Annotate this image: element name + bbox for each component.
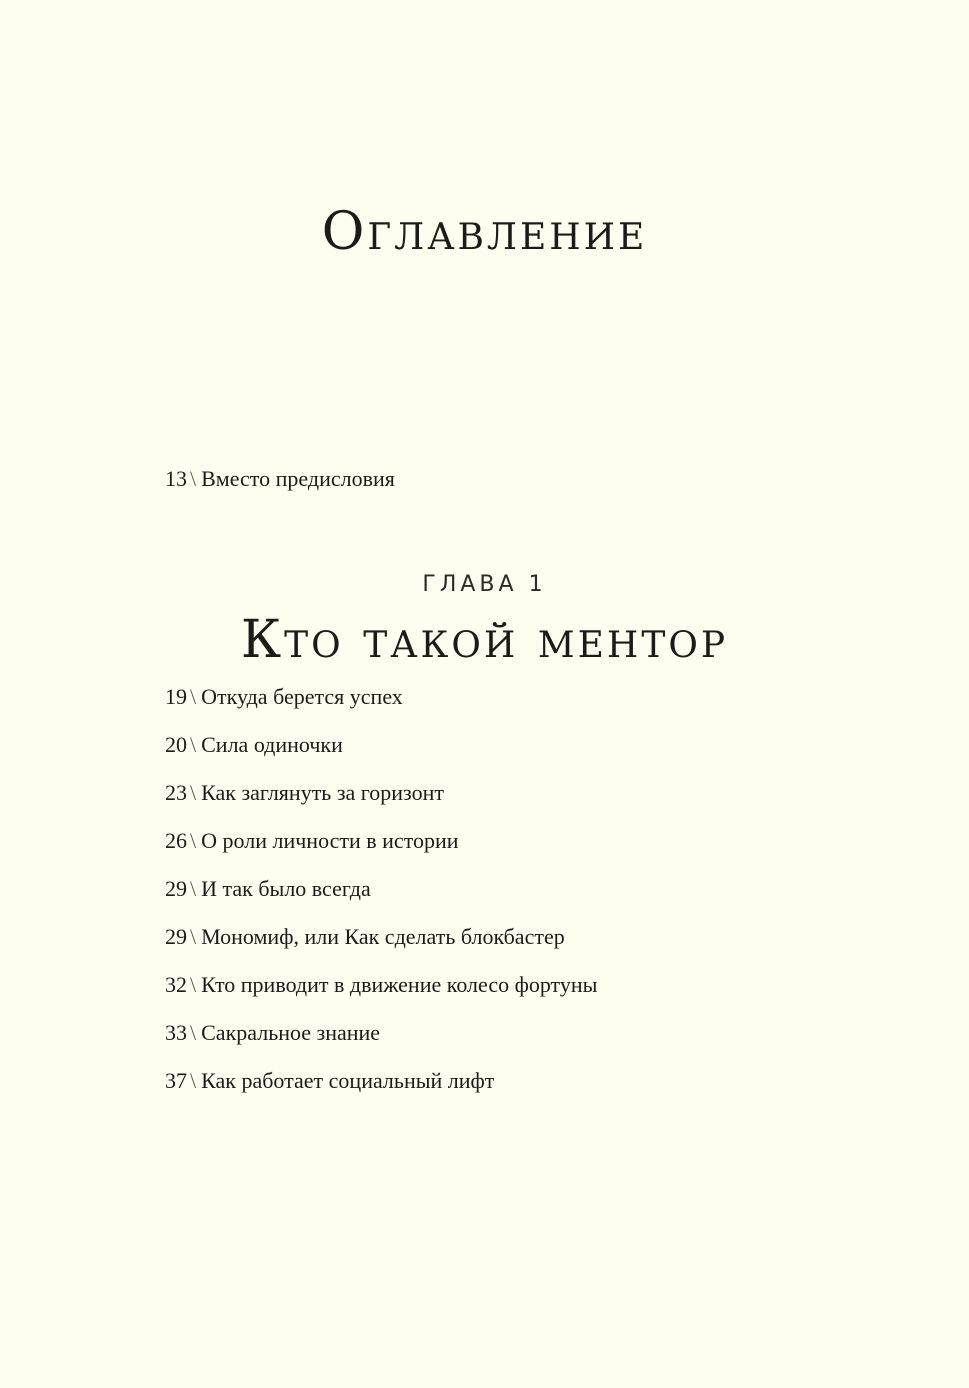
entry-page-number: 32 — [165, 972, 187, 997]
entry-page-number: 19 — [165, 684, 187, 709]
entry-page-number: 33 — [165, 1020, 187, 1045]
entry-page-number: 29 — [165, 924, 187, 949]
entry-page-number: 26 — [165, 828, 187, 853]
entry-separator: \ — [190, 972, 197, 997]
entry-title: Как работает социальный лифт — [201, 1068, 495, 1093]
toc-entry — [165, 780, 444, 806]
entry-title: И так было всегда — [201, 876, 371, 901]
entry-separator: \ — [190, 466, 197, 491]
toc-entry — [165, 924, 565, 950]
entry-title: Вместо предисловия — [201, 466, 395, 491]
entry-separator: \ — [190, 924, 197, 949]
entry-title: Откуда берется успех — [201, 684, 403, 709]
entry-page-number: 37 — [165, 1068, 187, 1093]
toc-entry — [165, 972, 597, 998]
toc-entry-preface — [165, 466, 395, 492]
toc-entry — [165, 684, 403, 710]
toc-entry — [165, 828, 459, 854]
entry-title: О роли личности в истории — [201, 828, 459, 853]
entry-separator: \ — [190, 684, 197, 709]
entry-page-number: 20 — [165, 732, 187, 757]
entry-separator: \ — [190, 780, 197, 805]
entry-title: Сакральное знание — [201, 1020, 381, 1045]
entry-separator: \ — [190, 1020, 197, 1045]
toc-entry — [165, 1068, 494, 1094]
entry-separator: \ — [190, 1068, 197, 1093]
chapter-label: ГЛАВА 1 — [422, 572, 547, 597]
entry-separator: \ — [190, 876, 197, 901]
page-title: Оглавление — [321, 202, 648, 262]
toc-entry — [165, 732, 343, 758]
entry-page-number: 23 — [165, 780, 187, 805]
chapter-title: Кто такой ментор — [240, 610, 729, 670]
entry-title: Кто приводит в движение колесо фортуны — [201, 972, 598, 997]
entry-title: Сила одиночки — [201, 732, 343, 757]
entry-page-number: 13 — [165, 466, 187, 491]
toc-entry — [165, 876, 371, 902]
entry-page-number: 29 — [165, 876, 187, 901]
entry-title: Как заглянуть за горизонт — [201, 780, 444, 805]
entry-title: Мономиф, или Как сделать блокбастер — [201, 924, 565, 949]
entry-separator: \ — [190, 732, 197, 757]
entry-separator: \ — [190, 828, 197, 853]
toc-entry — [165, 1020, 380, 1046]
